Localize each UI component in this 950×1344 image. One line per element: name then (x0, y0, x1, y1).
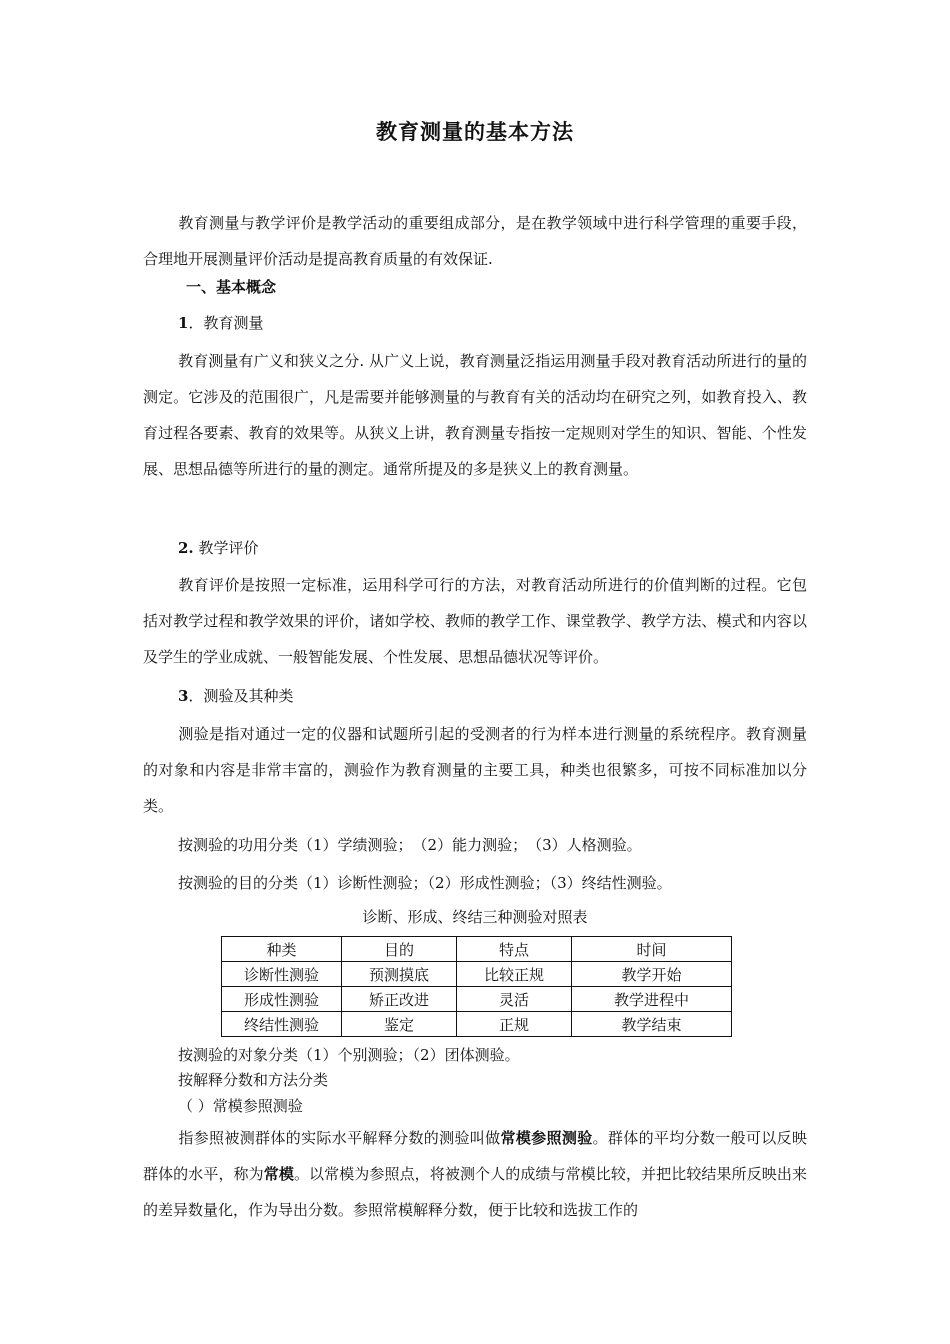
paragraph-tests (143, 716, 807, 824)
table-cell: 比较正规 (457, 962, 572, 987)
table-row (222, 987, 732, 1012)
bold-term: 常模参照测验 (500, 1129, 593, 1147)
table-cell: 矫正改进 (342, 987, 457, 1012)
subsection-number: 2. (178, 539, 194, 557)
comparison-table (221, 936, 732, 1037)
subsection-title: 教学评价 (193, 539, 259, 557)
subsection-title: ．教育测量 (188, 314, 264, 332)
table-header-cell: 特点 (457, 937, 572, 962)
table-header-row (222, 937, 732, 962)
classification-by-function: 按测验的功用分类（1）学绩测验； （2）能力测验； （3）人格测验。 (178, 836, 642, 854)
table-cell: 鉴定 (342, 1012, 457, 1037)
table-cell: 预测摸底 (342, 962, 457, 987)
paragraph-text: 教育测量有广义和狭义之分. 从广义上说，教育测量泛指运用测量手段对教育活动所进行的量的测定。它涉及的范围很广，凡是需要并能够测量的与教育有关的活动均在研究之列，如教育投入、教育过程各要素、教育的效果等。从狭义上讲，教育测量专指按一定规则对学生的知识、智能、个性发展、思想品德等所进行的量的测定。通常所提及的多是狭义上的教育测量。 (143, 352, 807, 478)
paragraph-text: 指参照被测群体的实际水平解释分数的测验叫做 (178, 1129, 501, 1147)
paragraph-text: 测验是指对通过一定的仪器和试题所引起的受测者的行为样本进行测量的系统程序。教育测量的对象和内容是非常丰富的，测验作为教育测量的主要工具，种类也很繁多，可按不同标准加以分类。 (143, 725, 807, 815)
table-cell: 教学开始 (572, 962, 732, 987)
intro-paragraph (143, 205, 807, 277)
table-header-cell: 目的 (342, 937, 457, 962)
table-header-cell: 时间 (572, 937, 732, 962)
table-header-cell: 种类 (222, 937, 342, 962)
table-cell: 形成性测验 (222, 987, 342, 1012)
paragraph-text: 。以常模为参照点，将被测个人的成绩与常模比较，并把比较结果所反映出来的差异数量化，作为导出分数。参照常模解释分数，便于比较和选拔工作的 (143, 1165, 807, 1219)
subsection-number: 3 (178, 687, 189, 705)
table-cell: 教学结束 (572, 1012, 732, 1037)
classification-by-object: 按测验的对象分类（1）个别测验；（2）团体测验。 (178, 1046, 520, 1064)
table-cell: 诊断性测验 (222, 962, 342, 987)
paragraph-teaching-evaluation (143, 567, 807, 675)
paragraph-norm-referenced (143, 1120, 807, 1228)
subsection-number: 1 (178, 314, 189, 332)
section-heading-basic-concepts: 一、基本概念 (186, 278, 277, 296)
table-row (222, 1012, 732, 1037)
table-row (222, 962, 732, 987)
classification-by-interpretation: 按解释分数和方法分类 (178, 1071, 329, 1089)
classification-by-purpose: 按测验的目的分类（1）诊断性测验；（2）形成性测验；（3）终结性测验。 (178, 874, 672, 892)
table-cell: 正规 (457, 1012, 572, 1037)
paragraph-education-measurement (143, 343, 807, 487)
intro-text: 教育测量与教学评价是教学活动的重要组成部分，是在教学领域中进行科学管理的重要手段，合理地开展测量评价活动是提高教育质量的有效保证. (143, 214, 807, 268)
table-cell: 终结性测验 (222, 1012, 342, 1037)
subsection-heading-2 (178, 537, 258, 558)
page-title: 教育测量的基本方法 (376, 120, 574, 144)
table-caption: 诊断、形成、终结三种测验对照表 (362, 908, 588, 926)
subsection-heading-3 (178, 685, 293, 706)
norm-referenced-heading: （ ）常模参照测验 (178, 1097, 303, 1115)
paragraph-text: 教育评价是按照一定标准，运用科学可行的方法，对教育活动所进行的价值判断的过程。它包括对教学过程和教学效果的评价，诸如学校、教师的教学工作、课堂教学、教学方法、模式和内容以及学生的学业成就、一般智能发展、个性发展、思想品德状况等评价。 (143, 576, 807, 666)
subsection-title: ．测验及其种类 (188, 687, 294, 705)
subsection-heading-1 (178, 312, 263, 333)
bold-term: 常模 (263, 1165, 294, 1183)
paragraph-text: 。群体的平均分数一般可以反映群体的水平，称为 (143, 1129, 807, 1183)
table-cell: 教学进程中 (572, 987, 732, 1012)
table-cell: 灵活 (457, 987, 572, 1012)
